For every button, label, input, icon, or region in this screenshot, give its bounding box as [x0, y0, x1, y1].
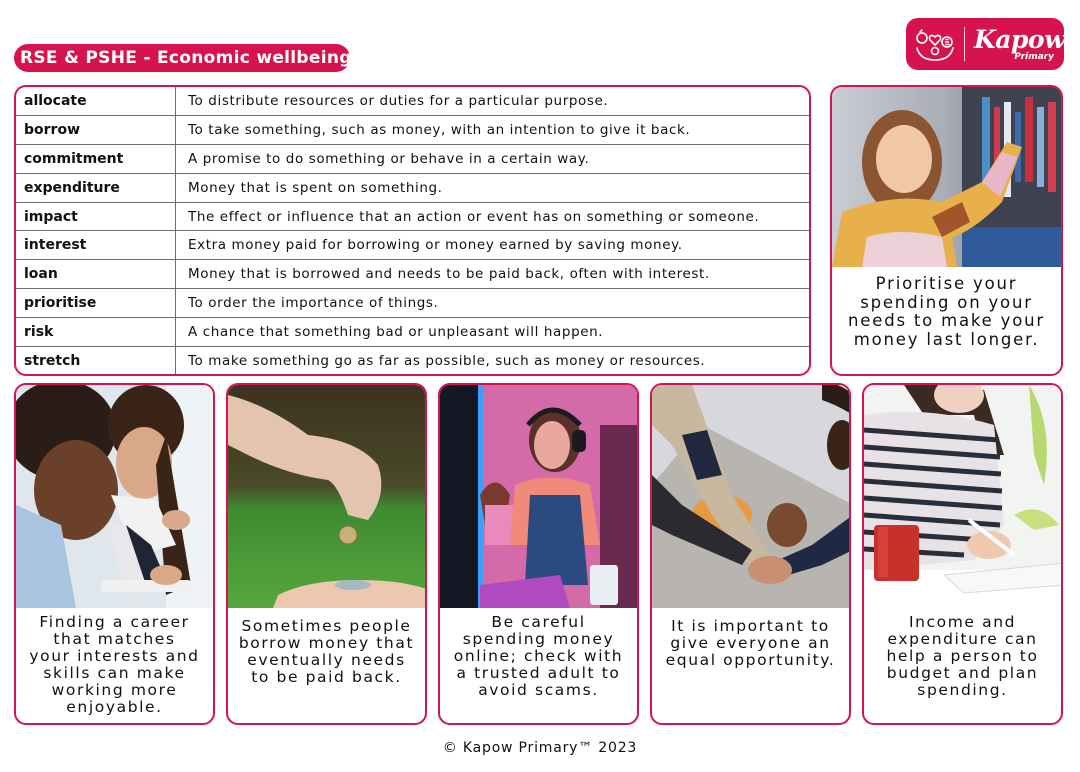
card-caption — [440, 608, 637, 699]
table-row — [16, 347, 809, 376]
caption-line: budget and plan — [886, 664, 1039, 682]
caption-line: needs to make your — [848, 311, 1045, 330]
table-row — [16, 318, 809, 347]
vocab-term: interest — [16, 231, 176, 259]
info-card-borrow — [226, 383, 427, 725]
info-card-online — [438, 383, 639, 725]
vocab-term: prioritise — [16, 289, 176, 317]
team-hands-photo — [652, 385, 849, 608]
table-row — [16, 260, 809, 289]
caption-line: Prioritise your — [875, 274, 1018, 293]
vocabulary-table — [14, 85, 811, 376]
card-caption — [228, 608, 425, 686]
info-card-prioritise — [830, 85, 1063, 376]
caption-line: expenditure can — [887, 630, 1038, 648]
table-row — [16, 289, 809, 318]
vocab-definition: A promise to do something or behave in a certain way. — [188, 150, 590, 167]
vocab-definition: To distribute resources or duties for a particular purpose. — [188, 93, 609, 109]
kapow-logo — [906, 18, 1064, 70]
caption-line: money last longer. — [853, 329, 1040, 349]
caption-line: that matches — [53, 630, 176, 648]
caption-line: give everyone an — [670, 634, 831, 652]
caption-line: eventually needs — [247, 651, 406, 669]
vocab-term: risk — [16, 318, 176, 346]
copyright-footer: © Kapow Primary™ 2023 — [442, 740, 638, 756]
caption-line: equal opportunity. — [665, 651, 836, 669]
vocab-term: stretch — [16, 347, 176, 376]
card-caption — [652, 608, 849, 669]
card-caption — [832, 267, 1061, 349]
logo-subname: Primary — [1014, 52, 1054, 62]
vocab-definition: Extra money paid for borrowing or money earned by saving money. — [188, 237, 683, 254]
girls-microscope-photo — [16, 385, 213, 608]
caption-line: spending on your — [860, 292, 1033, 312]
vocab-definition: A chance that something bad or unpleasant will happen. — [188, 324, 604, 341]
vocab-term: commitment — [16, 145, 176, 173]
caption-line: Sometimes people — [241, 617, 412, 635]
coin-into-hand-photo — [228, 385, 425, 608]
caption-line: Finding a career — [39, 613, 190, 631]
logo-name: Kapow — [974, 25, 1066, 54]
girl-choosing-stationery-photo — [832, 87, 1061, 267]
info-card-career — [14, 383, 215, 725]
caption-line: online; check with — [453, 647, 624, 665]
vocab-definition: To make something go as far as possible, such as money or resources. — [188, 353, 706, 370]
caption-line: working more — [51, 681, 178, 699]
vocab-definition: To order the importance of things. — [188, 295, 439, 312]
vocab-definition: The effect or influence that an action or event has on something or someone. — [188, 208, 760, 225]
caption-line: It is important to — [671, 617, 830, 635]
girl-at-computer-photo — [440, 385, 637, 608]
caption-line: skills can make — [43, 664, 186, 682]
vocab-term: loan — [16, 260, 176, 288]
table-row — [16, 87, 809, 116]
vocab-definition: Money that is borrowed and needs to be paid back, often with interest. — [188, 266, 710, 283]
caption-line: a trusted adult to — [456, 664, 621, 682]
table-row — [16, 203, 809, 232]
logo-wordmark — [965, 18, 1064, 70]
caption-line: to be paid back. — [251, 668, 402, 686]
table-row — [16, 116, 809, 145]
caption-line: avoid scams. — [478, 681, 599, 699]
table-row — [16, 145, 809, 174]
caption-line: Income and — [908, 613, 1017, 631]
info-card-budget — [862, 383, 1063, 725]
caption-line: Be careful — [491, 613, 586, 631]
info-card-equality — [650, 383, 851, 725]
page-title: RSE & PSHE - Economic wellbeing — [14, 44, 350, 72]
card-caption — [16, 608, 213, 716]
vocab-term: allocate — [16, 87, 176, 115]
vocab-definition: To take something, such as money, with an intention to give it back. — [188, 121, 691, 138]
card-caption — [864, 608, 1061, 699]
caption-line: help a person to — [886, 647, 1039, 665]
caption-line: spending. — [917, 681, 1008, 699]
table-row — [16, 174, 809, 203]
vocab-term: impact — [16, 203, 176, 231]
table-row — [16, 231, 809, 260]
vocab-definition: Money that is spent on something. — [188, 179, 443, 196]
caption-line: enjoyable. — [66, 698, 163, 716]
caption-line: your interests and — [29, 647, 200, 665]
vocab-term: borrow — [16, 116, 176, 144]
caption-line: spending money — [462, 630, 615, 648]
woman-writing-budget-photo — [864, 385, 1061, 608]
vocab-term: expenditure — [16, 174, 176, 202]
caption-line: borrow money that — [238, 634, 415, 652]
hands-heart-coin-icon — [906, 18, 964, 70]
